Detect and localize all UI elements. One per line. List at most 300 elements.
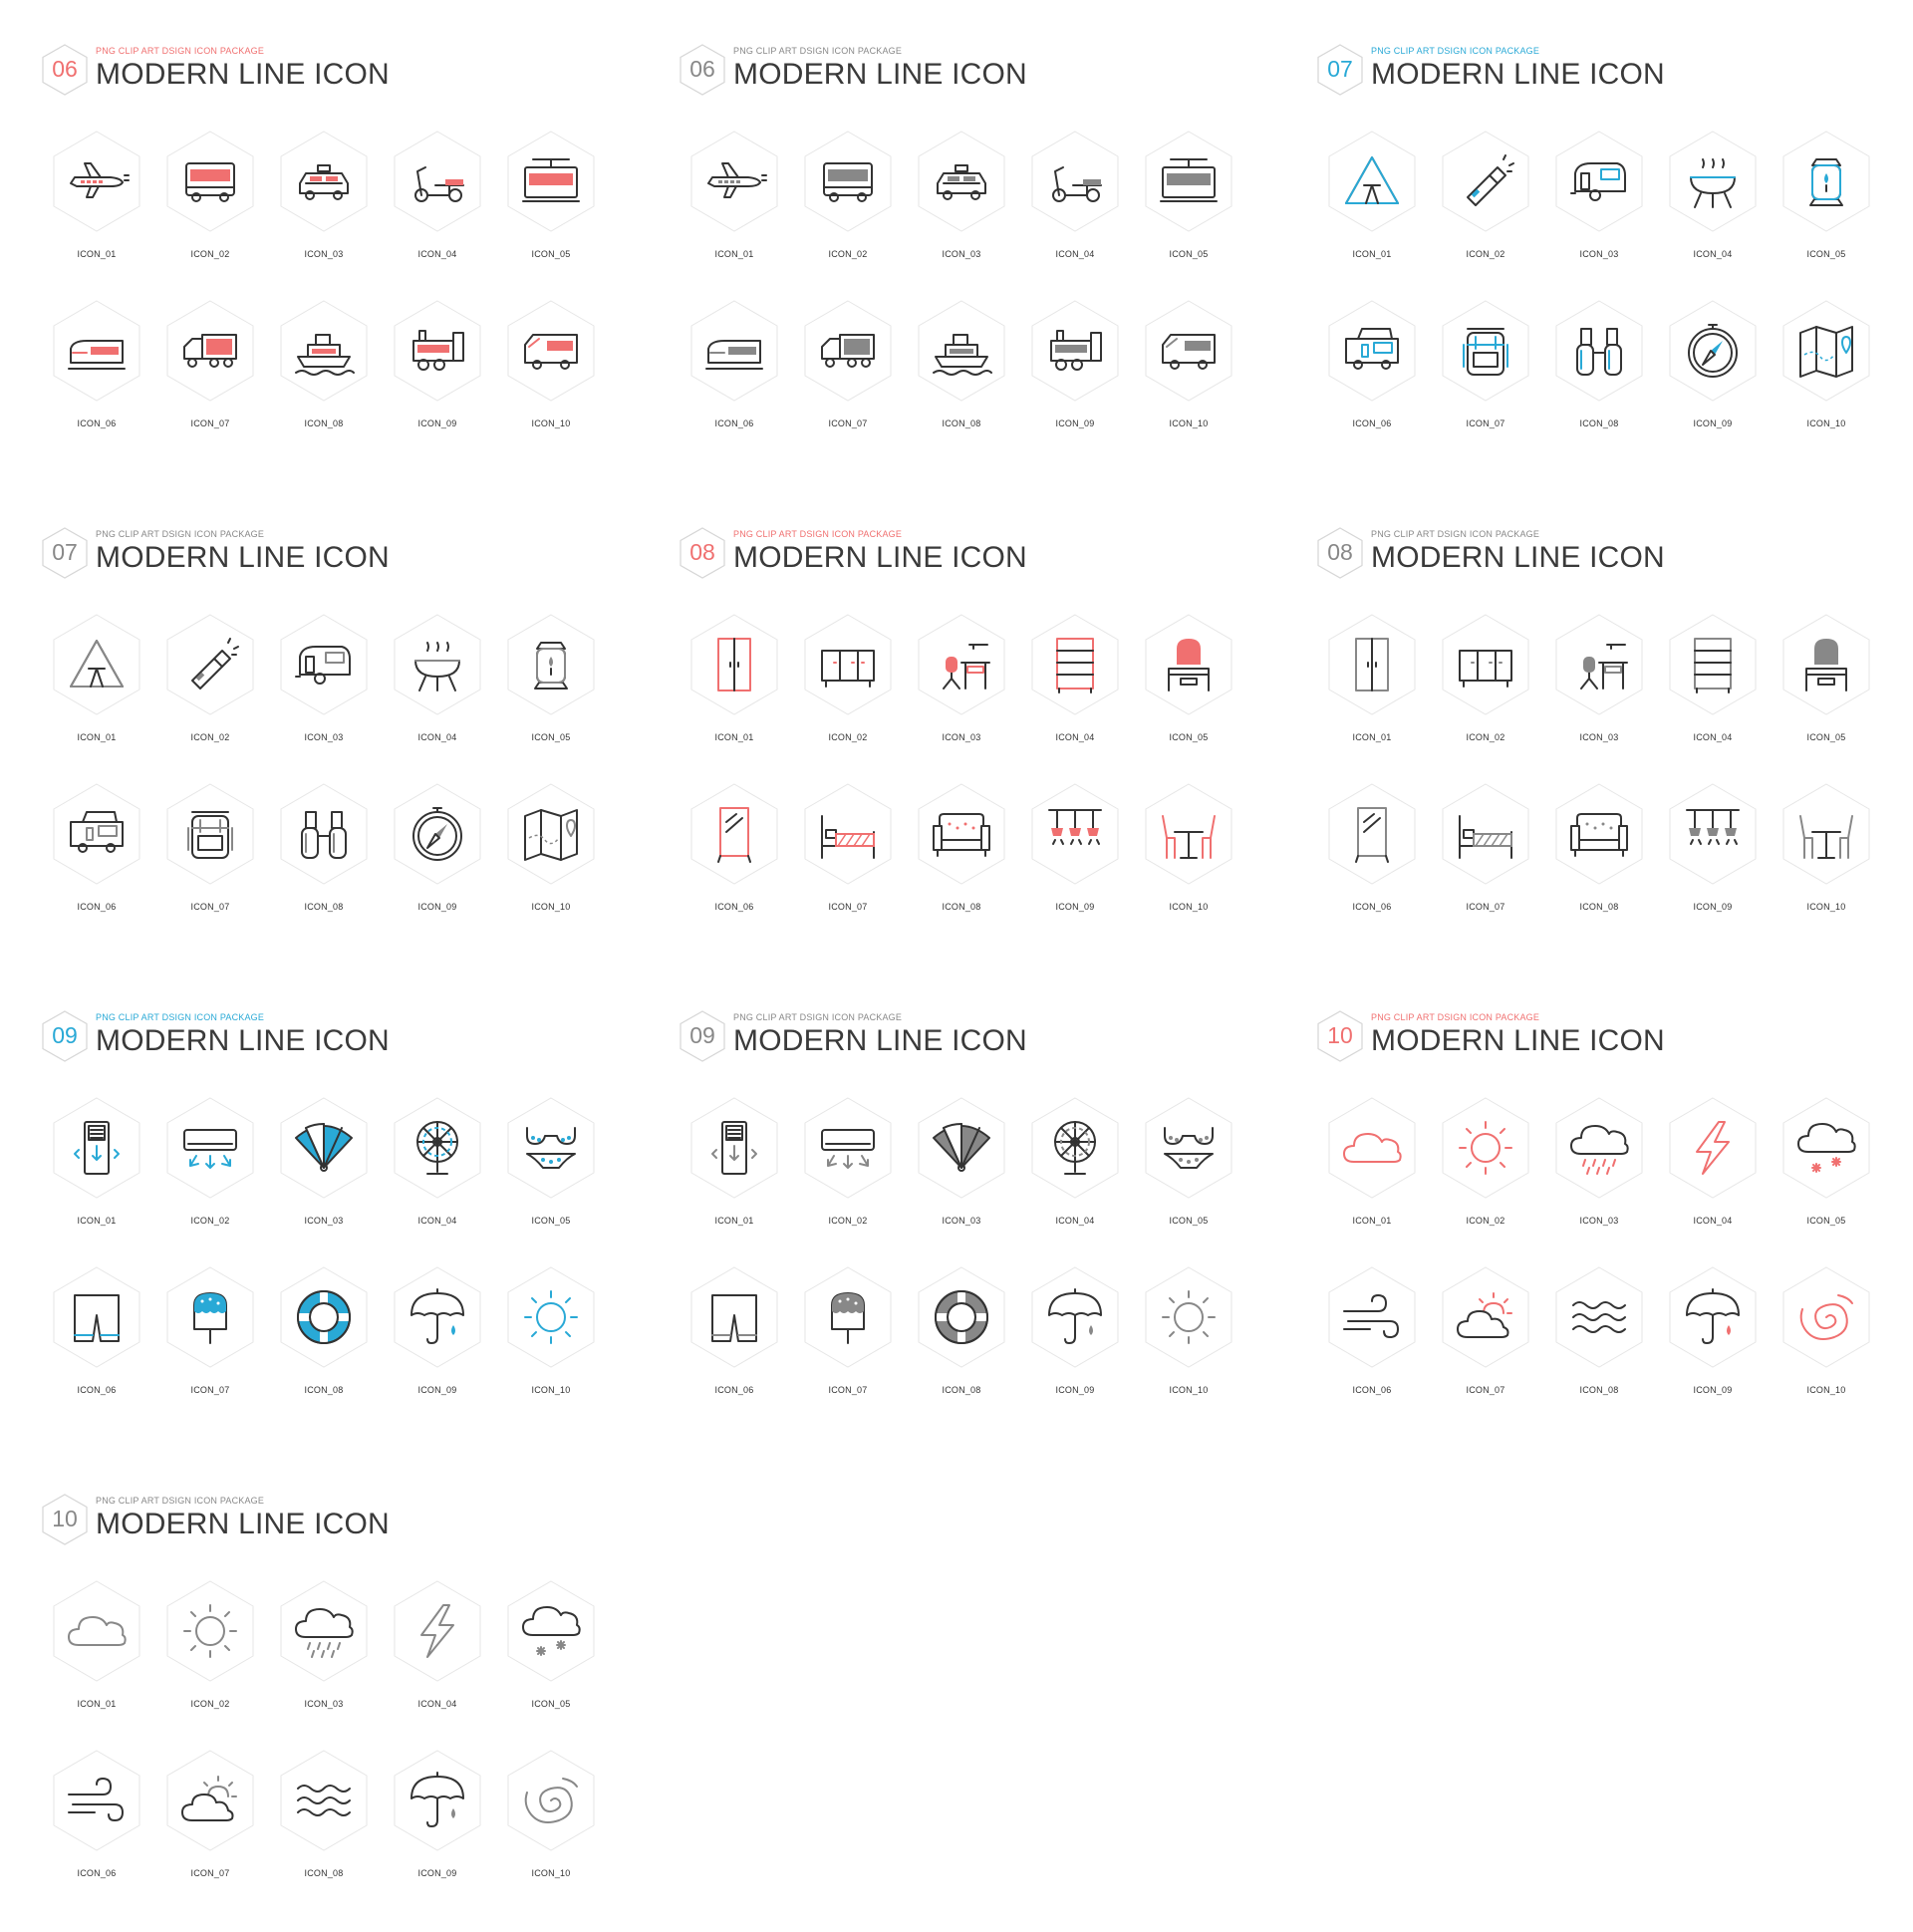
icon-tile (1554, 1096, 1644, 1200)
icon-cell[interactable] (1542, 299, 1656, 458)
icon-cell[interactable] (791, 299, 905, 458)
taxi-icon (300, 165, 348, 199)
hexagon-frame (52, 1579, 141, 1683)
desk-icon (944, 645, 989, 689)
icon-label: ICON_06 (77, 1385, 117, 1395)
icon-tile (1781, 1096, 1871, 1200)
ice-cream-icon (832, 1293, 864, 1343)
icon-label: ICON_03 (1579, 732, 1619, 742)
hexagon-frame (1781, 1265, 1871, 1369)
icon-cell[interactable] (1429, 130, 1542, 289)
hexagon-frame (1668, 299, 1758, 403)
icon-cell[interactable] (153, 1579, 267, 1739)
icon-tile (917, 1096, 1006, 1200)
icon-label: ICON_06 (1352, 902, 1392, 912)
icon-cell[interactable] (791, 130, 905, 289)
icon-cell[interactable] (791, 1265, 905, 1425)
truck-icon (822, 335, 874, 367)
icon-cell[interactable] (1656, 613, 1770, 772)
icon-label: ICON_03 (942, 732, 981, 742)
hexagon-frame (279, 613, 369, 716)
panel-header (1315, 525, 1873, 585)
icon-tile (52, 1096, 141, 1200)
icon-cell[interactable] (40, 299, 153, 458)
hexagon-frame (1554, 782, 1644, 886)
hexagon-frame (1781, 782, 1871, 886)
icon-label: ICON_07 (190, 1385, 230, 1395)
icon-cell[interactable] (905, 1096, 1018, 1255)
icon-cell[interactable] (1429, 299, 1542, 458)
icon-tile (506, 1265, 596, 1369)
icon-label: ICON_08 (1579, 902, 1619, 912)
icon-tile (1441, 130, 1530, 233)
drawer-icon (1057, 639, 1093, 692)
table-icon (1163, 816, 1215, 858)
icon-tile (506, 1096, 596, 1200)
icon-tile (1144, 613, 1233, 716)
hexagon-frame (279, 1265, 369, 1369)
cabinet-icon (1460, 651, 1511, 687)
icon-cell[interactable] (381, 1749, 494, 1908)
hexagon-frame (1441, 613, 1530, 716)
icon-tile (165, 299, 255, 403)
cabinet-icon (822, 651, 874, 687)
icon-panel (638, 0, 1235, 458)
panel-number: 08 (1327, 539, 1353, 565)
icon-cell[interactable] (494, 1579, 608, 1739)
hexagon-frame (1030, 1265, 1120, 1369)
hexagon-frame (1781, 613, 1871, 716)
icon-cell[interactable] (267, 613, 381, 772)
hexagon-frame (52, 613, 141, 716)
hexagon-frame (1441, 130, 1530, 233)
wind-icon (69, 1779, 123, 1820)
tent-icon (71, 641, 123, 687)
hexagon-frame (1030, 130, 1120, 233)
icon-label: ICON_09 (417, 1385, 457, 1395)
panel-title: MODERN LINE ICON (96, 1024, 390, 1057)
umbrella-icon (1049, 1289, 1101, 1343)
icon-label: ICON_09 (1693, 902, 1733, 912)
hexagon-frame (506, 1749, 596, 1852)
hexagon-frame (279, 1096, 369, 1200)
icon-label: ICON_05 (1169, 732, 1209, 742)
hexagon-frame (165, 613, 255, 716)
electric-fan-icon (1055, 1122, 1095, 1174)
icon-label: ICON_08 (304, 1385, 344, 1395)
icon-cell[interactable] (1770, 130, 1883, 289)
icon-cell[interactable] (381, 130, 494, 289)
caravan-icon (296, 647, 350, 684)
flashlight-icon (192, 639, 238, 689)
icon-cell[interactable] (1429, 782, 1542, 942)
tram-icon (523, 159, 579, 201)
ice-cream-icon (194, 1293, 226, 1343)
icon-label: ICON_05 (1806, 732, 1846, 742)
lantern-icon (535, 643, 567, 689)
icon-tile (1327, 130, 1417, 233)
icon-cell[interactable] (267, 1579, 381, 1739)
mirror-icon (1356, 808, 1388, 862)
icon-tile (917, 130, 1006, 233)
icon-tile (506, 1749, 596, 1852)
hand-fan-icon (296, 1124, 352, 1171)
hexagon-frame (803, 130, 893, 233)
icon-cell[interactable] (905, 782, 1018, 942)
hexagon-frame (1327, 130, 1417, 233)
icon-cell[interactable] (494, 613, 608, 772)
panel-subtitle: PNG CLIP ART DSIGN ICON PACKAGE (96, 1496, 265, 1506)
umbrella-icon (411, 1289, 463, 1343)
icon-cell[interactable] (678, 1265, 791, 1425)
hexagon-frame (803, 782, 893, 886)
icon-label: ICON_04 (1693, 249, 1733, 259)
icon-cell[interactable] (1542, 782, 1656, 942)
icon-cell[interactable] (1656, 1096, 1770, 1255)
icon-panel (0, 0, 598, 458)
icon-tile (279, 1265, 369, 1369)
icon-tile (165, 782, 255, 886)
hexagon-frame (1441, 1096, 1530, 1200)
icon-cell[interactable] (40, 1096, 153, 1255)
icon-label: ICON_09 (1055, 418, 1095, 428)
panel-header (1315, 1008, 1873, 1068)
icon-cell[interactable] (1315, 613, 1429, 772)
icon-label: ICON_03 (304, 1216, 344, 1226)
icon-cell[interactable] (1315, 1265, 1429, 1425)
sun-icon (525, 1291, 577, 1343)
icon-cell[interactable] (153, 1096, 267, 1255)
hexagon-frame (279, 1749, 369, 1852)
icon-cell[interactable] (791, 782, 905, 942)
scooter-icon (415, 167, 463, 201)
hexagon-frame (1668, 782, 1758, 886)
hexagon-frame (803, 299, 893, 403)
icon-cell[interactable] (381, 299, 494, 458)
icon-cell[interactable] (267, 1096, 381, 1255)
ship-icon (296, 335, 354, 375)
icon-tile (52, 1579, 141, 1683)
icon-cell[interactable] (267, 1265, 381, 1425)
icon-label: ICON_02 (1466, 732, 1505, 742)
icon-cell[interactable] (1656, 299, 1770, 458)
hexagon-frame (393, 1265, 482, 1369)
panel-number: 09 (689, 1022, 715, 1048)
icon-tile (917, 613, 1006, 716)
icon-cell[interactable] (494, 130, 608, 289)
icon-label: ICON_08 (1579, 418, 1619, 428)
icon-cell[interactable] (1018, 782, 1132, 942)
icon-tile (1668, 782, 1758, 886)
panel-header (40, 42, 598, 102)
swim-shorts-icon (712, 1295, 756, 1341)
hexagon-frame (1554, 299, 1644, 403)
icon-tile (689, 299, 779, 403)
icon-tile (279, 130, 369, 233)
icon-cell[interactable] (153, 299, 267, 458)
panel-title: MODERN LINE ICON (733, 58, 1027, 91)
icon-label: ICON_09 (1693, 1385, 1733, 1395)
icon-label: ICON_09 (1693, 418, 1733, 428)
icon-cell[interactable] (40, 1579, 153, 1739)
icon-cell[interactable] (40, 1749, 153, 1908)
tram-icon (1161, 159, 1217, 201)
icon-label: ICON_05 (1169, 249, 1209, 259)
icon-tile (52, 1749, 141, 1852)
icon-cell[interactable] (381, 782, 494, 942)
scooter-icon (1053, 167, 1101, 201)
icon-label: ICON_01 (77, 249, 117, 259)
icon-cell[interactable] (678, 1096, 791, 1255)
hexagon-frame (1554, 130, 1644, 233)
icon-cell[interactable] (1132, 782, 1245, 942)
hexagon-frame (1327, 613, 1417, 716)
icon-tile (1030, 1265, 1120, 1369)
hexagon-frame (279, 782, 369, 886)
icon-cell[interactable] (678, 299, 791, 458)
icon-cell[interactable] (1315, 1096, 1429, 1255)
hexagon-frame (506, 613, 596, 716)
wind-icon (1344, 1295, 1398, 1337)
table-icon (1800, 816, 1852, 858)
icon-cell[interactable] (40, 613, 153, 772)
rain-cloud-icon (1571, 1126, 1628, 1174)
icon-cell[interactable] (381, 1265, 494, 1425)
icon-cell[interactable] (1018, 1265, 1132, 1425)
hexagon-frame (52, 1749, 141, 1852)
icon-tile (165, 130, 255, 233)
hexagon-frame (279, 1579, 369, 1683)
icon-tile (1441, 1096, 1530, 1200)
icon-tile (393, 1096, 482, 1200)
truck-icon (184, 335, 236, 367)
icon-label: ICON_06 (714, 1385, 754, 1395)
icon-tile (1327, 1265, 1417, 1369)
icon-cell[interactable] (1132, 130, 1245, 289)
hexagon-frame (506, 1579, 596, 1683)
icon-label: ICON_08 (304, 418, 344, 428)
cloud-icon (69, 1617, 126, 1645)
flashlight-icon (1468, 155, 1513, 205)
icon-cell[interactable] (1542, 1265, 1656, 1425)
hexagon-frame (1781, 1096, 1871, 1200)
panel-subtitle: PNG CLIP ART DSIGN ICON PACKAGE (1371, 46, 1540, 56)
icon-label: ICON_02 (190, 1216, 230, 1226)
icon-cell[interactable] (494, 1265, 608, 1425)
icon-tile (165, 1265, 255, 1369)
icon-tile (1441, 299, 1530, 403)
icon-cell[interactable] (267, 299, 381, 458)
electric-fan-icon (417, 1122, 457, 1174)
icon-tile (1327, 1096, 1417, 1200)
icon-cell[interactable] (1429, 1096, 1542, 1255)
tent-icon (1346, 157, 1398, 203)
icon-label: ICON_04 (1055, 249, 1095, 259)
icon-cell[interactable] (40, 130, 153, 289)
icon-tile (1781, 613, 1871, 716)
hexagon-frame (393, 1749, 482, 1852)
icon-tile (393, 130, 482, 233)
icon-label: ICON_10 (531, 1868, 571, 1878)
icon-tile (52, 613, 141, 716)
icon-cell[interactable] (791, 1096, 905, 1255)
icon-cell[interactable] (1132, 613, 1245, 772)
icon-cell[interactable] (153, 613, 267, 772)
icon-cell[interactable] (381, 613, 494, 772)
icon-cell[interactable] (1132, 1096, 1245, 1255)
icon-cell[interactable] (40, 1265, 153, 1425)
icon-tile (1781, 1265, 1871, 1369)
icon-cell[interactable] (153, 130, 267, 289)
partly-cloudy-icon (182, 1777, 236, 1820)
icon-cell[interactable] (1542, 613, 1656, 772)
icon-label: ICON_07 (828, 418, 868, 428)
icon-label: ICON_02 (1466, 1216, 1505, 1226)
icon-label: ICON_10 (531, 1385, 571, 1395)
icon-cell[interactable] (1770, 1096, 1883, 1255)
icon-cell[interactable] (1132, 299, 1245, 458)
icon-cell[interactable] (494, 299, 608, 458)
icon-label: ICON_09 (1055, 902, 1095, 912)
icon-cell[interactable] (905, 613, 1018, 772)
icon-tile (1030, 1096, 1120, 1200)
partly-cloudy-icon (1458, 1293, 1511, 1337)
icon-label: ICON_09 (417, 1868, 457, 1878)
bus-icon (824, 163, 872, 201)
hexagon-frame (1441, 782, 1530, 886)
hexagon-frame (917, 782, 1006, 886)
icon-grid (678, 130, 1235, 448)
icon-label: ICON_04 (1055, 732, 1095, 742)
icon-label: ICON_06 (77, 1868, 117, 1878)
hexagon-frame (1668, 1265, 1758, 1369)
icon-label: ICON_07 (190, 418, 230, 428)
van-icon (1163, 335, 1215, 369)
number-badge (1315, 1008, 1365, 1064)
hexagon-frame (803, 1096, 893, 1200)
icon-cell[interactable] (1542, 1096, 1656, 1255)
icon-label: ICON_07 (1466, 418, 1505, 428)
icon-cell[interactable] (1018, 613, 1132, 772)
icon-cell[interactable] (678, 130, 791, 289)
icon-grid (1315, 130, 1873, 448)
icon-tile (279, 1096, 369, 1200)
panel-number: 08 (689, 539, 715, 565)
icon-label: ICON_06 (714, 902, 754, 912)
swim-shorts-icon (75, 1295, 119, 1341)
panel-title: MODERN LINE ICON (1371, 58, 1665, 91)
icon-tile (1554, 299, 1644, 403)
icon-cell[interactable] (1770, 299, 1883, 458)
icon-cell[interactable] (267, 130, 381, 289)
bus-icon (186, 163, 234, 201)
hexagon-frame (279, 299, 369, 403)
icon-tile (1441, 613, 1530, 716)
icon-cell[interactable] (40, 782, 153, 942)
icon-label: ICON_03 (942, 249, 981, 259)
number-badge (678, 525, 727, 581)
icon-tile (506, 1579, 596, 1683)
icon-cell[interactable] (1656, 130, 1770, 289)
icon-cell[interactable] (1656, 782, 1770, 942)
icon-cell[interactable] (1018, 299, 1132, 458)
icon-cell[interactable] (678, 613, 791, 772)
icon-cell[interactable] (381, 1579, 494, 1739)
panel-subtitle: PNG CLIP ART DSIGN ICON PACKAGE (96, 46, 265, 56)
hexagon-frame (1327, 782, 1417, 886)
icon-tile (803, 130, 893, 233)
icon-cell[interactable] (494, 1096, 608, 1255)
icon-cell[interactable] (1315, 299, 1429, 458)
icon-label: ICON_07 (1466, 902, 1505, 912)
icon-cell[interactable] (905, 299, 1018, 458)
icon-cell[interactable] (1656, 1265, 1770, 1425)
icon-cell[interactable] (381, 1096, 494, 1255)
sun-icon (1163, 1291, 1215, 1343)
icon-cell[interactable] (1429, 613, 1542, 772)
icon-label: ICON_01 (1352, 732, 1392, 742)
panel-header (40, 1492, 598, 1551)
icon-cell[interactable] (494, 782, 608, 942)
icon-label: ICON_10 (1169, 902, 1209, 912)
icon-cell[interactable] (1770, 613, 1883, 772)
waves-icon (298, 1786, 350, 1815)
icon-label: ICON_09 (417, 902, 457, 912)
icon-cell[interactable] (1132, 1265, 1245, 1425)
lightning-icon (1697, 1122, 1729, 1174)
icon-cell[interactable] (494, 1749, 608, 1908)
icon-cell[interactable] (153, 1749, 267, 1908)
icon-cell[interactable] (905, 130, 1018, 289)
panel-header (678, 42, 1235, 102)
icon-cell[interactable] (1315, 782, 1429, 942)
hexagon-frame (165, 299, 255, 403)
icon-cell[interactable] (153, 1265, 267, 1425)
icon-cell[interactable] (1315, 130, 1429, 289)
icon-tile (689, 782, 779, 886)
panel-header (1315, 42, 1873, 102)
icon-cell[interactable] (905, 1265, 1018, 1425)
icon-cell[interactable] (153, 782, 267, 942)
umbrella-icon (1687, 1289, 1739, 1343)
icon-tile (689, 613, 779, 716)
hexagon-frame (803, 613, 893, 716)
icon-cell[interactable] (1542, 130, 1656, 289)
camper-van-icon (71, 812, 123, 852)
hexagon-frame (279, 130, 369, 233)
icon-cell[interactable] (1018, 130, 1132, 289)
icon-cell[interactable] (267, 782, 381, 942)
icon-cell[interactable] (678, 782, 791, 942)
hexagon-frame (393, 130, 482, 233)
icon-label: ICON_06 (77, 902, 117, 912)
umbrella-icon (411, 1773, 463, 1826)
icon-cell[interactable] (1018, 1096, 1132, 1255)
icon-panel (1275, 483, 1873, 942)
icon-tile (1144, 299, 1233, 403)
icon-label: ICON_05 (531, 1216, 571, 1226)
hexagon-frame (52, 299, 141, 403)
icon-cell[interactable] (1770, 1265, 1883, 1425)
icon-tile (1554, 130, 1644, 233)
vanity-icon (1806, 639, 1846, 690)
icon-cell[interactable] (1429, 1265, 1542, 1425)
icon-cell[interactable] (791, 613, 905, 772)
icon-cell[interactable] (1770, 782, 1883, 942)
icon-tile (1668, 299, 1758, 403)
icon-cell[interactable] (267, 1749, 381, 1908)
icon-label: ICON_06 (77, 418, 117, 428)
